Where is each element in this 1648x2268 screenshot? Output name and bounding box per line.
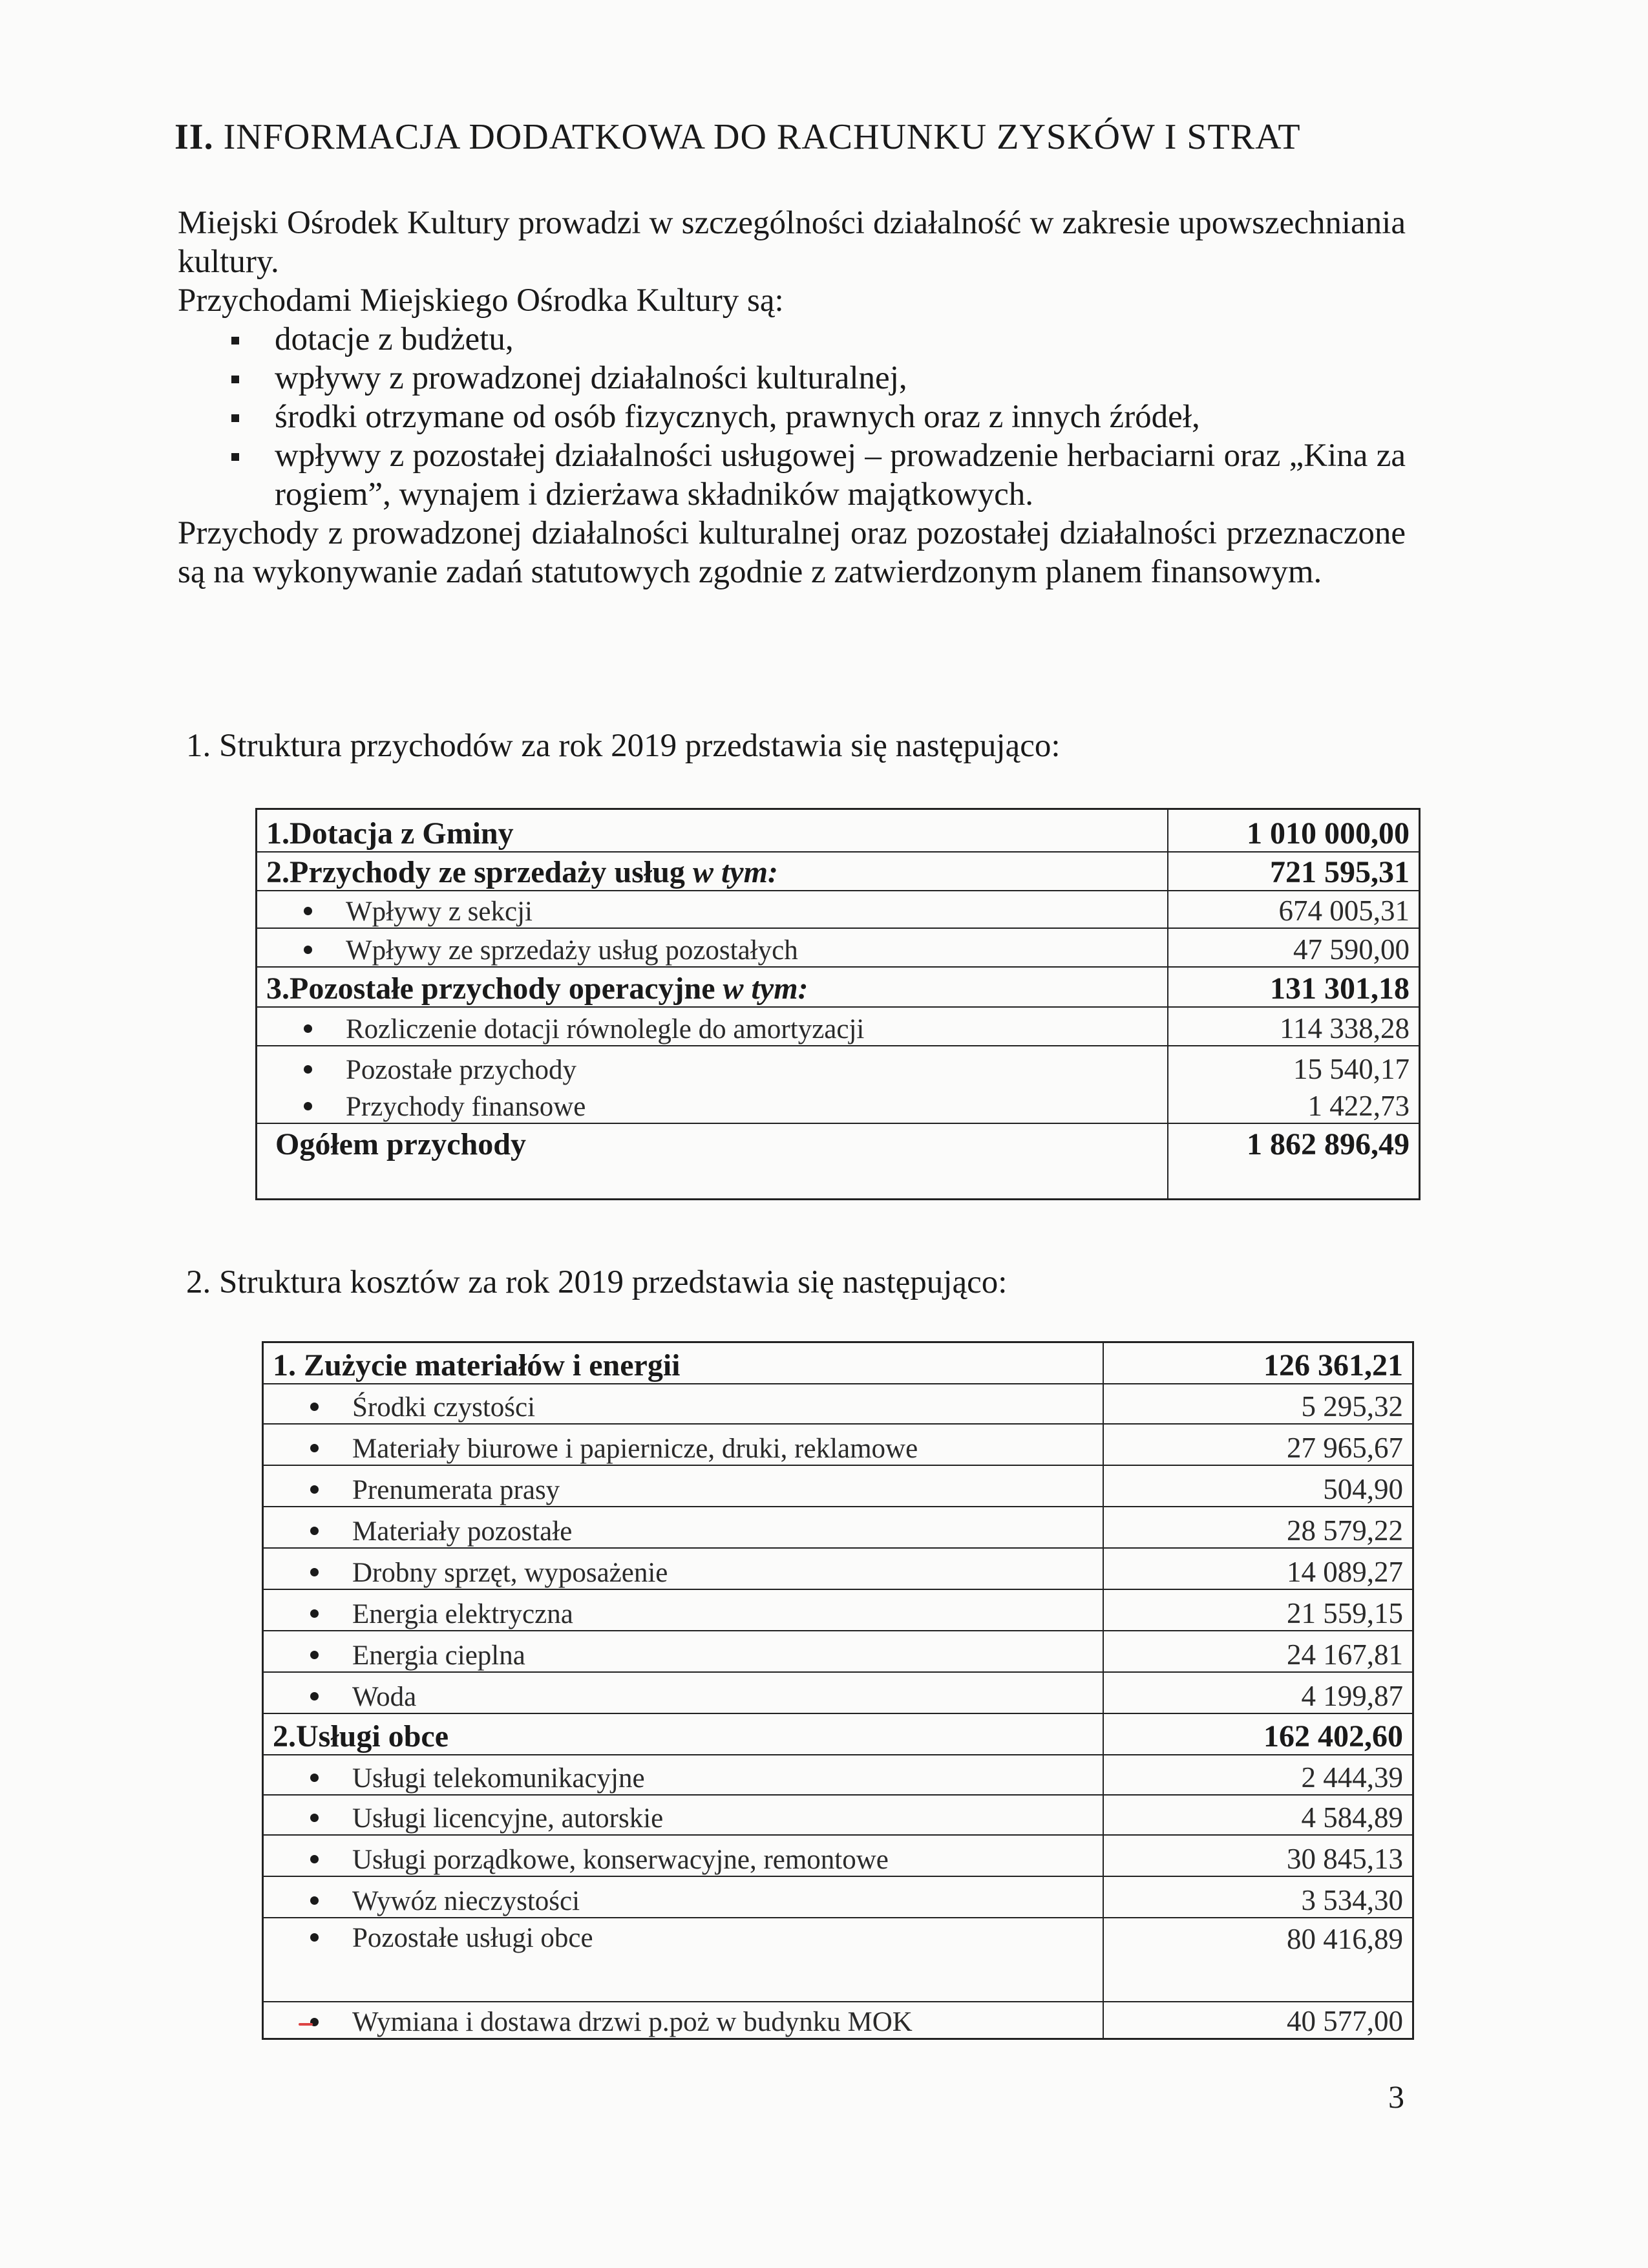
bullet-icon — [310, 1692, 319, 1701]
page-number: 3 — [1388, 2079, 1404, 2115]
row-label: Środki czystości — [263, 1384, 1103, 1424]
row-label: Energia elektryczna — [263, 1589, 1103, 1631]
bullet-icon — [304, 1102, 312, 1110]
row-label: Rozliczenie dotacji równolegle do amortyzacji — [257, 1007, 1168, 1046]
table-row — [263, 2002, 1413, 2039]
table-row — [257, 809, 1420, 852]
bullet-icon — [310, 1774, 319, 1782]
row-label: Woda — [263, 1672, 1103, 1713]
row-amount: 504,90 — [1103, 1465, 1413, 1507]
bullet-icon — [310, 1933, 319, 1942]
bullet-icon — [310, 1609, 319, 1618]
row-label: Wywóz nieczystości — [263, 1876, 1103, 1918]
row-amount: 21 559,15 — [1103, 1589, 1413, 1631]
square-bullet-icon — [231, 376, 239, 383]
row-label: Drobny sprzęt, wyposażenie — [263, 1548, 1103, 1589]
row-amount: 1 862 896,49 — [1168, 1123, 1420, 1200]
row-label: Usługi telekomunikacyjne — [263, 1755, 1103, 1795]
row-label: 1. Zużycie materiałów i energii — [263, 1342, 1103, 1384]
row-amount: 80 416,89 — [1103, 1918, 1413, 2002]
table-row — [263, 1548, 1413, 1589]
row-amount: 721 595,31 — [1168, 852, 1420, 891]
row-label: Wpływy ze sprzedaży usług pozostałych — [257, 928, 1168, 967]
row-label: Ogółem przychody — [257, 1123, 1168, 1200]
table-row — [263, 1835, 1413, 1876]
table-row — [263, 1507, 1413, 1548]
row-amount: 47 590,00 — [1168, 928, 1420, 967]
table-row — [263, 1876, 1413, 1918]
intro-paragraph-2: Przychodami Miejskiego Ośrodka Kultury są: — [178, 282, 784, 319]
list-item: wpływy z pozostałej działalności usługowej – prowadzenie herbaciarni oraz „Kina za rogiem”, wynajem i dzierżawa składników majątkowych. — [178, 436, 1406, 514]
row-label: Wymiana i dostawa drzwi p.poż w budynku MOK — [263, 2002, 1103, 2039]
intro-paragraph-1: Miejski Ośrodek Kultury prowadzi w szczególności działalność w zakresie upowszechniania kultury. — [178, 205, 1406, 280]
row-amount: 162 402,60 — [1103, 1713, 1413, 1755]
bullet-icon — [310, 1896, 319, 1905]
bullet-icon — [304, 1065, 312, 1074]
revenue-sources-list — [178, 320, 1406, 514]
list-item: wpływy z prowadzonej działalności kulturalnej, — [178, 359, 1406, 397]
square-bullet-icon — [231, 337, 239, 344]
bullet-icon — [304, 1024, 312, 1033]
row-label: Materiały biurowe i papiernicze, druki, reklamowe — [263, 1424, 1103, 1465]
row-amount: 674 005,31 — [1168, 891, 1420, 928]
table-row — [257, 967, 1420, 1007]
bullet-icon — [310, 1814, 319, 1822]
page-heading — [174, 116, 1301, 158]
row-amount: 126 361,21 — [1103, 1342, 1413, 1384]
heading-title: INFORMACJA DODATKOWA DO RACHUNKU ZYSKÓW I STRAT — [223, 117, 1301, 157]
bullet-icon — [310, 1651, 319, 1659]
row-label: Wpływy z sekcji — [257, 891, 1168, 928]
intro-paragraph-3: Przychody z prowadzonej działalności kulturalnej oraz pozostałej działalności przeznaczone są na wykonywanie zadań statutowych zgodnie z zatwierdzonym planem finansowym. — [178, 515, 1406, 590]
table-row — [263, 1713, 1413, 1755]
table-row — [263, 1672, 1413, 1713]
bullet-icon — [304, 946, 312, 954]
row-label: Przychody finansowe — [257, 1086, 1168, 1123]
costs-table — [262, 1341, 1414, 2040]
row-amount: 4 199,87 — [1103, 1672, 1413, 1713]
table-row — [257, 1086, 1420, 1123]
pen-mark — [299, 2023, 313, 2026]
square-bullet-icon — [231, 453, 239, 461]
row-amount: 131 301,18 — [1168, 967, 1420, 1007]
square-bullet-icon — [231, 414, 239, 422]
table-row — [257, 1046, 1420, 1086]
row-label: Usługi licencyjne, autorskie — [263, 1795, 1103, 1835]
bullet-icon — [310, 1403, 319, 1411]
table-row-total — [257, 1123, 1420, 1200]
row-amount: 24 167,81 — [1103, 1631, 1413, 1672]
heading-roman-numeral: II. — [174, 117, 214, 157]
bullet-icon — [310, 1568, 319, 1576]
row-amount: 27 965,67 — [1103, 1424, 1413, 1465]
row-label: 3.Pozostałe przychody operacyjne w tym: — [257, 967, 1168, 1007]
row-amount: 14 089,27 — [1103, 1548, 1413, 1589]
table-row — [263, 1342, 1413, 1384]
table-row — [263, 1465, 1413, 1507]
table-row — [263, 1631, 1413, 1672]
list-item: środki otrzymane od osób fizycznych, prawnych oraz z innych źródeł, — [178, 397, 1406, 436]
row-amount: 40 577,00 — [1103, 2002, 1413, 2039]
row-amount: 2 444,39 — [1103, 1755, 1413, 1795]
row-label: 2.Przychody ze sprzedaży usług w tym: — [257, 852, 1168, 891]
table-row — [257, 1007, 1420, 1046]
table-row — [257, 891, 1420, 928]
bullet-icon — [310, 1855, 319, 1863]
row-label: 2.Usługi obce — [263, 1713, 1103, 1755]
row-label: Materiały pozostałe — [263, 1507, 1103, 1548]
table-row — [263, 1384, 1413, 1424]
row-label: Prenumerata prasy — [263, 1465, 1103, 1507]
bullet-icon — [310, 1527, 319, 1535]
row-label: Usługi porządkowe, konserwacyjne, remontowe — [263, 1835, 1103, 1876]
section-1-title: 1. Struktura przychodów za rok 2019 przedstawia się następująco: — [186, 728, 1061, 764]
intro-text — [178, 204, 1406, 591]
row-label: Energia cieplna — [263, 1631, 1103, 1672]
row-amount: 30 845,13 — [1103, 1835, 1413, 1876]
row-amount: 5 295,32 — [1103, 1384, 1413, 1424]
table-row — [257, 852, 1420, 891]
row-amount: 28 579,22 — [1103, 1507, 1413, 1548]
table-row — [263, 1755, 1413, 1795]
revenue-table — [255, 808, 1421, 1200]
row-amount: 4 584,89 — [1103, 1795, 1413, 1835]
table-row — [263, 1795, 1413, 1835]
section-2-title: 2. Struktura kosztów za rok 2019 przedstawia się następująco: — [186, 1264, 1008, 1300]
bullet-icon — [310, 1444, 319, 1452]
bullet-icon — [310, 1485, 319, 1494]
row-amount: 3 534,30 — [1103, 1876, 1413, 1918]
bullet-icon — [304, 907, 312, 915]
row-amount: 15 540,17 — [1168, 1046, 1420, 1086]
table-row — [263, 1589, 1413, 1631]
row-amount: 1 010 000,00 — [1168, 809, 1420, 852]
row-label: Pozostałe przychody — [257, 1046, 1168, 1086]
row-label: 1.Dotacja z Gminy — [257, 809, 1168, 852]
row-label: Pozostałe usługi obce — [263, 1918, 1103, 2002]
table-row — [263, 1424, 1413, 1465]
table-row — [257, 928, 1420, 967]
row-amount: 1 422,73 — [1168, 1086, 1420, 1123]
row-amount: 114 338,28 — [1168, 1007, 1420, 1046]
table-row — [263, 1918, 1413, 2002]
list-item: dotacje z budżetu, — [178, 320, 1406, 359]
